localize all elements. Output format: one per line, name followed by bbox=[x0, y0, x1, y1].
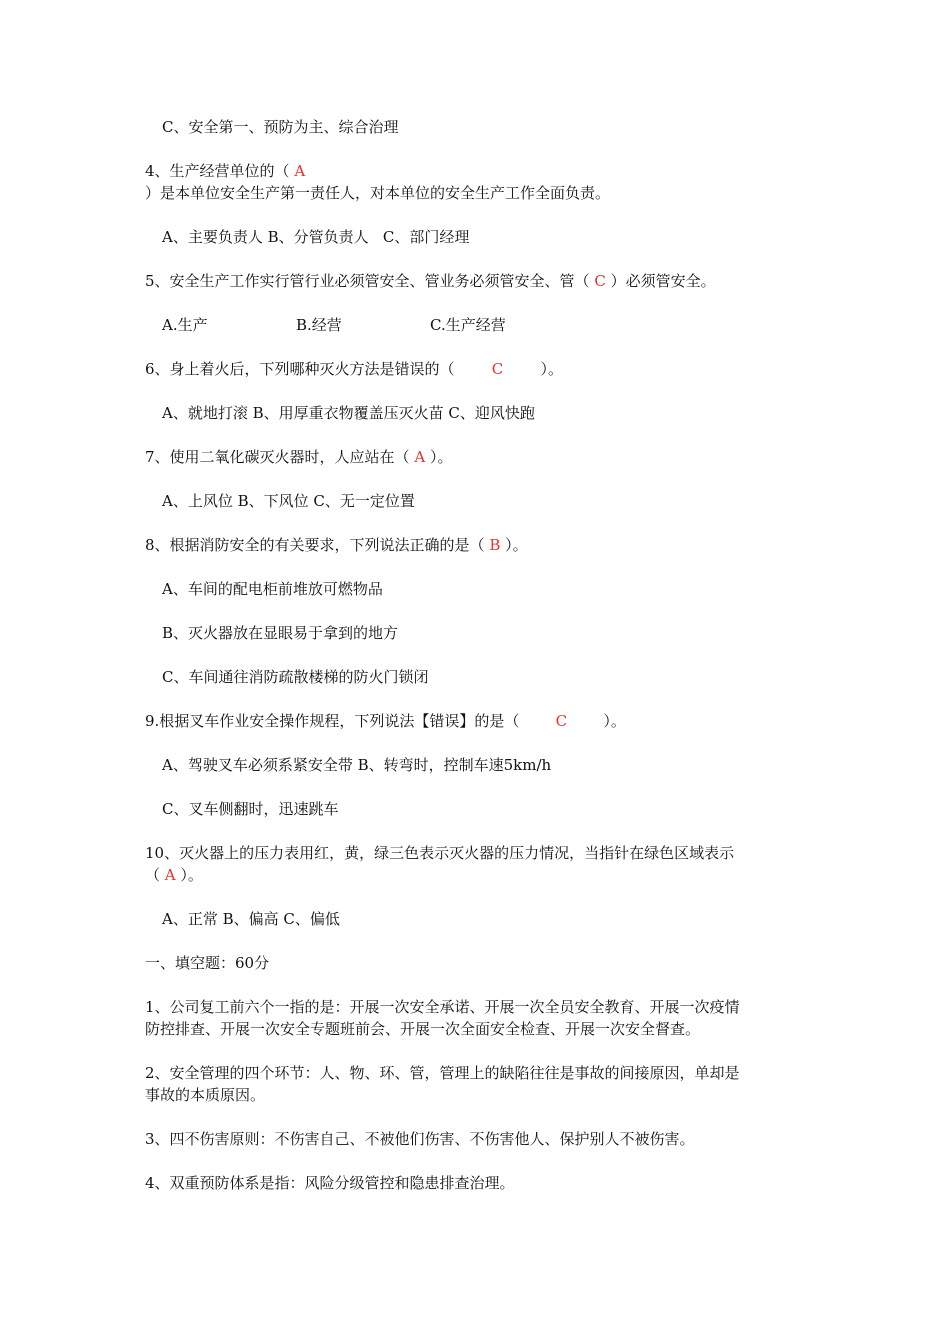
q7-answer: A bbox=[414, 448, 426, 466]
q9-option-c: C、叉车侧翻时，迅速跳车 bbox=[162, 800, 339, 818]
q6-text-end: ）。 bbox=[540, 360, 564, 378]
q6-question bbox=[145, 359, 563, 379]
q4-question-line2: ）是本单位安全生产第一责任人，对本单位的安全生产工作全面负责。 bbox=[145, 184, 611, 202]
q8-text: 8、根据消防安全的有关要求，下列说法正确的是（ bbox=[145, 536, 490, 554]
q5-option-c: C.生产经营 bbox=[430, 316, 506, 334]
q10-text-end: ）。 bbox=[175, 866, 203, 884]
q4-answer: A bbox=[294, 162, 306, 180]
q4-question-line1 bbox=[145, 161, 305, 181]
q8-text-end: ）。 bbox=[500, 536, 528, 554]
fill3: 3、四不伤害原则：不伤害自己、不被他们伤害、不伤害他人、保护别人不被伤害。 bbox=[145, 1130, 695, 1148]
q10-question-line2 bbox=[145, 865, 203, 885]
q9-answer: C bbox=[555, 712, 568, 730]
fill2-line1: 2、安全管理的四个环节：人、物、环、管，管理上的缺陷往往是事故的间接原因，单却是 bbox=[145, 1064, 740, 1082]
q5-answer: C bbox=[594, 272, 606, 290]
q9-question bbox=[145, 711, 626, 731]
q5-option-b: B.经营 bbox=[296, 316, 342, 334]
q5-text: 5、安全生产工作实行管行业必须管安全、管业务必须管安全、管（ bbox=[145, 272, 595, 290]
q10-answer: A bbox=[164, 866, 176, 884]
q10-text: （ bbox=[145, 866, 165, 884]
q6-text: 6、身上着火后，下列哪种灭火方法是错误的（ bbox=[145, 360, 455, 378]
q8-answer: B bbox=[489, 536, 501, 554]
q7-text-end: ）。 bbox=[425, 448, 453, 466]
q8-option-c: C、车间通往消防疏散楼梯的防火门锁闭 bbox=[162, 668, 429, 686]
fill2-line2: 事故的本质原因。 bbox=[145, 1086, 266, 1104]
q8-option-b: B、灭火器放在显眼易于拿到的地方 bbox=[162, 624, 399, 642]
fill4: 4、双重预防体系是指：风险分级管控和隐患排查治理。 bbox=[145, 1174, 515, 1192]
q7-text: 7、使用二氧化碳灭火器时，人应站在（ bbox=[145, 448, 415, 466]
q5-question bbox=[145, 271, 716, 291]
q6-answer: C bbox=[491, 360, 504, 378]
q7-options: A、上风位 B、下风位 C、无一定位置 bbox=[162, 492, 415, 510]
q5-text-end: ）必须管安全。 bbox=[605, 272, 716, 290]
fill1-line1: 1、公司复工前六个一指的是：开展一次安全承诺、开展一次全员安全教育、开展一次疫情 bbox=[145, 998, 740, 1016]
q9-options-ab: A、驾驶叉车必须系紧安全带 B、转弯时，控制车速5km/h bbox=[162, 756, 552, 774]
q10-options: A、正常 B、偏高 C、偏低 bbox=[162, 910, 340, 928]
q6-options: A、就地打滚 B、用厚重衣物覆盖压灭火苗 C、迎风快跑 bbox=[162, 404, 535, 422]
fill1-line2: 防控排查、开展一次安全专题班前会、开展一次全面安全检查、开展一次安全督查。 bbox=[145, 1020, 701, 1038]
q10-question-line1: 10、灭火器上的压力表用红，黄，绿三色表示灭火器的压力情况，当指针在绿色区域表示 bbox=[145, 844, 735, 862]
q4-text: 4、生产经营单位的（ bbox=[145, 162, 295, 180]
q3-option-c: C、安全第一、预防为主、综合治理 bbox=[162, 118, 399, 136]
q9-text: 9.根据叉车作业安全操作规程，下列说法【错误】的是（ bbox=[145, 712, 520, 730]
section-heading: 一、填空题：60分 bbox=[145, 954, 270, 972]
q8-question bbox=[145, 535, 528, 555]
q9-text-end: ）。 bbox=[603, 712, 626, 730]
q7-question bbox=[145, 447, 452, 467]
q5-option-a: A.生产 bbox=[162, 316, 208, 334]
q8-option-a: A、车间的配电柜前堆放可燃物品 bbox=[162, 580, 383, 598]
q4-options: A、主要负责人 B、分管负责人 C、部门经理 bbox=[162, 228, 470, 246]
